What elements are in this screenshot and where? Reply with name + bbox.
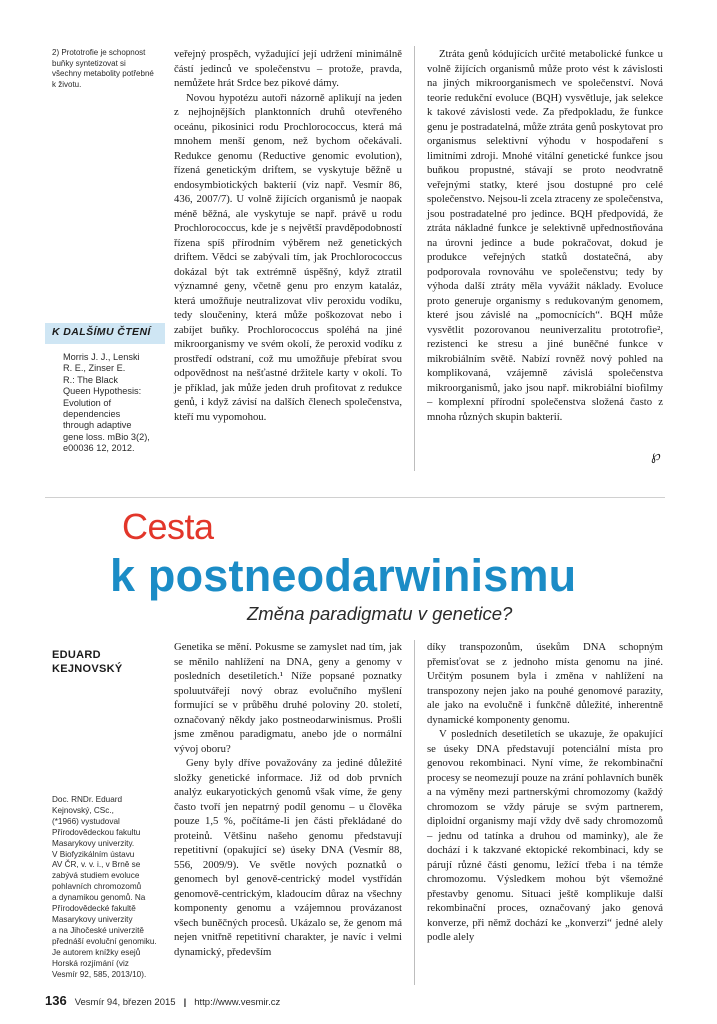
text-line: through adaptive [63, 420, 132, 431]
top-column-2 [427, 47, 663, 424]
text-line: a dynamikou genomů. Na [52, 893, 146, 903]
footer [45, 993, 280, 1008]
author-last-name: KEJNOVSKÝ [52, 663, 123, 675]
paragraph: V posledních desetiletích se ukazuje, že opakující se úseky DNA představují potenciální místa pro genovou rekombinaci. Nyní víme, že rekombinační procesy se neomezují pouze na zrání pohlavních buněk a na výměny mezi partnerskými chromozomy (každý chromozom se vždy páruje se svým partnerem, diploidní organismy mají vždy dvě sady chromozomů – jednu od tatínka a druhou od maminky), ale že dochází i k takzvané ektopické rekombinaci, kdy se párují různé části genomu, ležící třeba i na témže chromozomu. Výsledkem mohou být všemožné přestavby genomu. Situaci ještě komplikuje další rekombinační proces, označovaný jako genová konverze, při němž dochází ke „konverzi“ jedné alely podle alely [427, 728, 663, 943]
text-line: R. E., Zinser E. [63, 363, 126, 374]
text-line: Masarykovy univerzity. [52, 838, 135, 848]
text-line: Morris J. J., Lenski [63, 352, 140, 362]
text-line: Evolution of [63, 397, 112, 408]
text-line: Kejnovský, CSc., [52, 805, 114, 815]
text-line: AV ČR, v. v. i., v Brně se [52, 860, 141, 870]
text-line: a na Jihočeské univerzitě [52, 925, 144, 935]
paragraph: Genetika se mění. Pokusme se zamyslet nad tím, jak se měnilo nahlížení na DNA, geny a genomy v posledních desetiletích.¹ Níže popsané poznatky spoluutvářejí nový obraz evolučního myšlení formující se v průběhu druhé poloviny 20. století, označovaný někdy jako postneodarwinismus. Prošli jsme změnou paradigmatu, anebo jde o normální vývoj oboru? [174, 641, 402, 755]
text-line: R.: The Black [63, 374, 118, 385]
further-reading-reference [63, 352, 165, 455]
text-line: V Biofyzikálním ústavu [52, 849, 135, 859]
sidenote: 2) Prototrofie je schopnost buňky syntetizovat si všechny metabolity potřebné k životu. [52, 48, 154, 89]
text-line: Doc. RNDr. Eduard [52, 795, 123, 804]
title-divider [45, 497, 665, 498]
text-line: Přírodovědecké fakultě [52, 904, 136, 914]
text-line: dependencies [63, 409, 121, 420]
bottom-column-2 [427, 640, 663, 945]
paragraph: díky transpozonům, úsekům DNA schopným přemisťovat se z jednoho místa genomu na jiné. Určitým posunem byla i změna v nahlížení na transpozony nejen jako na pouhé genomové parazity, ale jako na evolučně i funkčně důležité, inherentně dynamické komponenty genomu. [427, 641, 663, 726]
text-line: přednáší evoluční genomiku. [52, 936, 157, 946]
paragraph: Novou hypotézu autoři názorně aplikují na jeden z nejhojnějších planktonních druhů otevřeného oceánu, pikosinici rodu Prochlorococcus, která má mnohem menší genom, než bychom očekávali. Redukce genomu (Reductive genomic evolution), řízená genetickým driftem, se vyskytuje běžně u endosymbiotických bakterií (viz např. Vesmír 86, 436, 2007/7). U volně žijících organismů je naopak méně běžná, ale vyskytuje se např. právě u rodu Prochlorococcus, kde je s největší pravděpodobností řízena spíš přírodním výběrem než genetických driftem. Vědci se zabývali tím, jak Prochlorococcus dokázal být tak extrémně úspěšný, když ztratil významné geny, včetně genu pro enzym kataláz, která umožňuje neutralizovat vliv peroxidu vodíku, tedy sloučeniny, která může poškozovat nebo i zabíjet buňky. Prochlorococcus spoléhá na jiné mikroorganismy ve svém okolí, že peroxid vodíku z prostředí odstraní, což mu umožňuje přebírat svou odpovědnost na nešťastné držitele karty v okolí. To je příklad, jak může jeden druh profitovat z redukce genů, i když závisí na dalších členech společenstva, kteří mu vypomohou. [174, 91, 402, 423]
text-line: Horská rozjímání (viz [52, 958, 129, 968]
paragraph: Geny byly dříve považovány za jediné důležité složky genetické informace. Již od dob prvních analýz eukaryotických genomů však víme, že geny často tvoří jen nepatrný podíl genomu – u člověka pouze 1,5 %, počítáme-li jen části překládané do proteinů. Většinu našeho genomu představují repetitivní (opakující se) úseky DNA (Vesmír 88, 556, 2009/9). Ve světle nových poznatků o genomech byl genově-centrický model vystřídán genomově-centrickým, kladoucím důraz na všechny komponenty genomu a vzájemnou provázanost všech buněčných procesů. Ukázalo se, že genom má nejen vnitřně repetitivní charakter, je navíc i velmi dynamický, především [174, 757, 402, 958]
text-line: Queen Hypothesis: [63, 386, 142, 397]
text-line: Masarykovy univerzity [52, 914, 133, 924]
end-mark: ℘ [651, 449, 661, 464]
author-name [52, 648, 123, 676]
further-reading-title: K DALŠÍMU ČTENÍ [52, 326, 151, 338]
text-line: (*1966) vystudoval [52, 816, 120, 826]
text-line: e00036 12, 2012. [63, 443, 135, 454]
article-title-line1: Cesta [122, 506, 214, 547]
bottom-column-1 [174, 640, 402, 959]
text-line: zabývá studiem evoluce [52, 871, 140, 881]
column-divider-bottom [414, 640, 415, 985]
article-subtitle: Změna paradigmatu v genetice? [247, 603, 513, 624]
website-link[interactable]: http://www.vesmir.cz [194, 997, 281, 1008]
text-line: gene loss. mBio 3(2), [63, 431, 150, 442]
text-line: Je autorem knížky esejů [52, 947, 141, 957]
column-divider [414, 46, 415, 471]
top-column-1 [174, 47, 402, 424]
paragraph: veřejný prospěch, vyžadující její udržení minimálně částí jedinců ve společenstvu – protože, pravda, nemůžete hrát Srdce bez pikové dámy. [174, 48, 402, 89]
text-line: Vesmír 92, 585, 2013/10). [52, 969, 147, 979]
text-line: Přírodovědeckou fakultu [52, 827, 141, 837]
paragraph: Ztráta genů kódujících určité metabolické funkce u volně žijících organismů může proto vést k závislosti na jiných mikroorganismech ve společenství. Nová teorie redukční evoluce (BQH) vysvětluje, jak selekce k takové závislosti vede. Za předpokladu, že funkce genu je postradatelná, může ztráta genů poskytovat pro organismus selektivní výhodu v hospodaření s limitními zdroji. Mnohé vitální genetické funkce jsou buňkou propustné, stávají se proto neodvratně veřejnými statky, které jsou dostupné pro celé společenstvo. Nejsou-li zcela ztraceny ze společenstva, jsou postradatelné pro jedince. BQH předpovídá, že ztráta nákladné funkce je selektivně upřednostňována na úrovni jedince a bude pokračovat, dokud je produkce veřejných statků dostatečná, aby podporovala rovnováhu ve společenstvu; tedy by výhoda další ztráty měla vyvážit náklady. Evoluce proto generuje organismy s redukovaným genomem, které jsou závislé na „pomocnících“. BQH může vysvětlit pozorovanou neuniverzalitu prototrofie², rezistenci ke stresu a jiné buněčné funkce v mikrobiálním světě. Nabízí rovněž nový pohled na komplikovaná, vzájemně závislá společenstva mikroorganismů, jako jsou např. mikrobiální biofilmy – komplexní přírodní společenstva složená často z mnoha různých skupin bakterií. [427, 48, 663, 423]
article-title-line2: k postneodarwinismu [110, 550, 577, 601]
issue-label: Vesmír 94, březen 2015 [74, 997, 176, 1008]
author-first-name: EDUARD [52, 649, 101, 661]
page-number: 136 [45, 993, 67, 1008]
text-line: pohlavních chromozomů [52, 882, 142, 892]
footer-separator: | [183, 997, 187, 1008]
author-bio [52, 795, 170, 980]
